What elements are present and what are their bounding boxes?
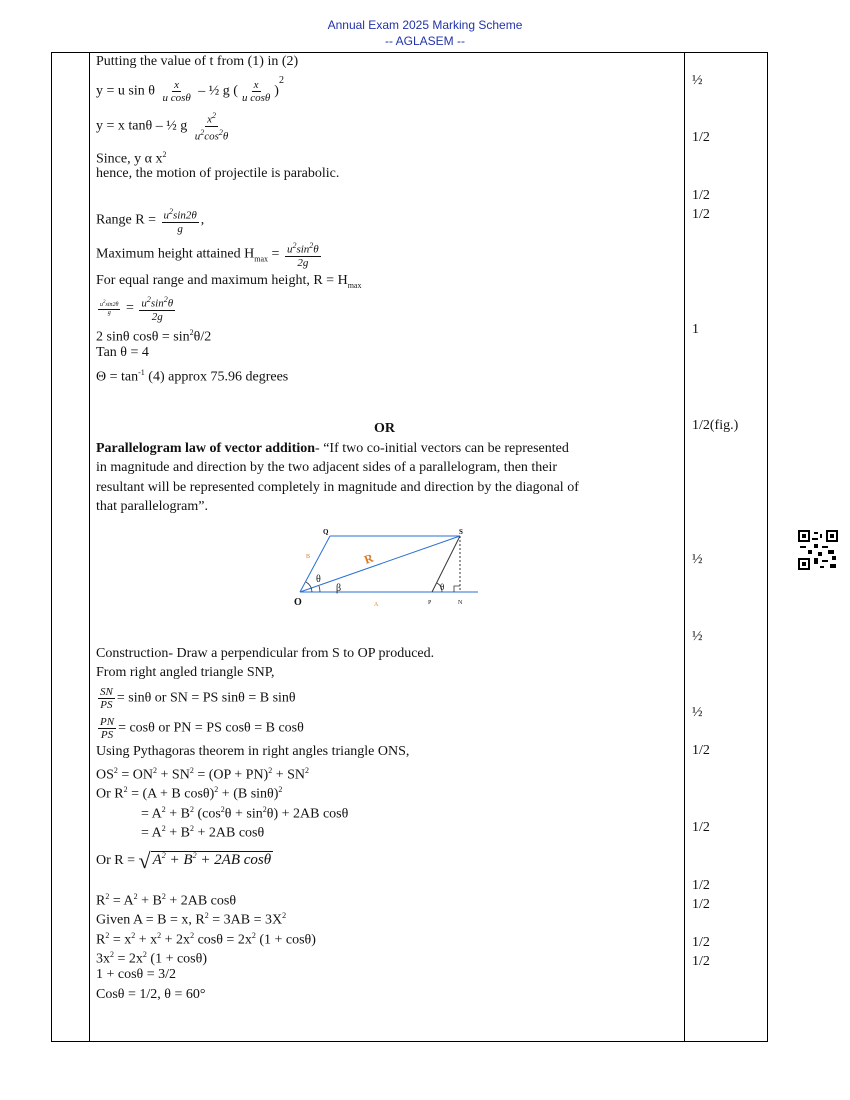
label-Q: Q bbox=[323, 528, 329, 536]
mark-value: 1/2 bbox=[692, 207, 710, 222]
qr-code-image bbox=[798, 530, 838, 570]
label-B: B bbox=[306, 554, 311, 560]
solution-line: = $A^2 + B^2 + 2AB$ cosθ bbox=[141, 824, 265, 841]
mark-value: ½ bbox=[692, 705, 703, 720]
right-angle-mark bbox=[454, 586, 460, 592]
mark-value: ½ bbox=[692, 629, 703, 644]
solution-line: $OS^2 = ON^2 + SN^2 = (OP + PN)^2 + SN^2$ bbox=[96, 766, 310, 783]
law-statement: Parallelogram law of vector addition- “If two co-initial vectors can be represented bbox=[96, 441, 569, 456]
or-heading: OR bbox=[374, 421, 395, 436]
mark-value: 1/2 bbox=[692, 935, 710, 950]
solution-line: Maximum height attained $H_{max}$ = $\frac{u^2\sin^2\theta}{2g}$ bbox=[96, 241, 319, 269]
solution-line: Putting the value of t from (1) in (2) bbox=[96, 54, 299, 69]
mark-value: 1/2 bbox=[692, 820, 710, 835]
angle-beta-arc bbox=[319, 586, 320, 592]
law-statement: that parallelogram”. bbox=[96, 499, 208, 514]
solution-line: Since, y α $x^2$ bbox=[96, 150, 167, 167]
label-R: R bbox=[362, 550, 376, 567]
solution-line: $R^2 = A^2 + B^2 + 2AB$ cosθ bbox=[96, 892, 237, 909]
table-column-divider-1 bbox=[89, 52, 90, 1042]
mark-value: 1/2 bbox=[692, 188, 710, 203]
mark-value: 1/2 bbox=[692, 878, 710, 893]
mark-value: 1/2(fig.) bbox=[692, 418, 739, 433]
solution-line: = $A^2 + B^2$ $(\cos^2\theta + \sin^2\theta) + 2AB$ cosθ bbox=[141, 805, 349, 822]
solution-line: Construction- Draw a perpendicular from S to OP produced. bbox=[96, 646, 435, 661]
label-A: A bbox=[374, 602, 379, 608]
table-left-border bbox=[51, 52, 52, 1042]
mark-value: ½ bbox=[692, 552, 703, 567]
solution-line: Cosθ = 1/2, θ = 60° bbox=[96, 987, 206, 1002]
label-S: S bbox=[459, 528, 463, 536]
solution-line: Given A = B = x, $R^2 = 3AB = 3X^2$ bbox=[96, 911, 287, 928]
solution-line: $R^2 = x^2 + x^2 + 2x^2$ $\cos\theta = 2x^2$ (1 + cosθ) bbox=[96, 931, 316, 948]
mark-value: 1/2 bbox=[692, 897, 710, 912]
mark-value: 1/2 bbox=[692, 743, 710, 758]
solution-line: Tan θ = 4 bbox=[96, 345, 149, 360]
angle-theta-arc bbox=[306, 582, 312, 592]
solution-line: y = u sin θ $\frac{x}{\text{u cosθ}}$ – ½ g ( $\frac{x}{\text{u cosθ}}$ )$^2$ bbox=[96, 75, 284, 104]
table-right-border bbox=[767, 52, 768, 1042]
label-P: P bbox=[428, 600, 432, 606]
solution-line: hence, the motion of projectile is parabolic. bbox=[96, 166, 340, 181]
solution-line: $\frac{PN}{PS}$ = cosθ or PN = PS cosθ = B cosθ bbox=[100, 716, 304, 741]
law-statement: in magnitude and direction by the two adjacent sides of a parallelogram, then their bbox=[96, 460, 558, 475]
mark-value: 1 bbox=[692, 322, 699, 337]
solution-line: y = x tanθ – ½ g $\frac{x^2}{u^2\cos^2\theta}$ bbox=[96, 111, 229, 143]
solution-line: For equal range and maximum height, $R = H_{max}$ bbox=[96, 273, 362, 290]
page-header-title: Annual Exam 2025 Marking Scheme bbox=[327, 18, 523, 32]
label-O: O bbox=[294, 597, 302, 608]
table-column-divider-2 bbox=[684, 52, 685, 1042]
parallelogram-figure bbox=[290, 522, 490, 610]
mark-value: 1/2 bbox=[692, 130, 710, 145]
mark-value: ½ bbox=[692, 73, 703, 88]
solution-line: $3x^2 = 2x^2$ (1 + cosθ) bbox=[96, 950, 207, 967]
solution-line: $\frac{SN}{PS}$ = sinθ or SN = PS sinθ = B sinθ bbox=[100, 686, 296, 711]
solution-line: Using Pythagoras theorem in right angles triangle ONS, bbox=[96, 744, 410, 759]
law-statement: resultant will be represented completely in magnitude and direction by the diagonal of bbox=[96, 480, 579, 495]
page-header-source: -- AGLASEM -- bbox=[384, 34, 465, 48]
solution-line: $\frac{u^2\sin 2\theta}{g}$ = $\frac{u^2\sin^2\theta}{2g}$ bbox=[100, 295, 174, 323]
mark-value: 1/2 bbox=[692, 954, 710, 969]
solution-line: Or $R^2 = (A + B$ cosθ)$^2$ + (B sinθ)$^2$ bbox=[96, 785, 283, 802]
solution-line: $\Theta = \tan^{-1} (4)$ approx 75.96 degrees bbox=[96, 368, 289, 385]
label-theta2: θ bbox=[440, 582, 445, 592]
solution-line: 1 + cosθ = 3/2 bbox=[96, 967, 177, 982]
solution-line: Or R = √ $A^2 + B^2 + 2AB$ cosθ bbox=[96, 847, 272, 873]
table-bottom-border bbox=[51, 1041, 768, 1042]
solution-line: 2 sinθ $\cos\theta = \sin^2\theta/2$ bbox=[96, 328, 212, 345]
solution-line: Range R = $\frac{u^2\sin 2\theta}{g}$ , bbox=[96, 207, 205, 235]
label-theta: θ bbox=[316, 574, 321, 585]
label-N: N bbox=[458, 600, 463, 606]
solution-line: From right angled triangle SNP, bbox=[96, 665, 275, 680]
label-beta: β bbox=[336, 583, 342, 594]
